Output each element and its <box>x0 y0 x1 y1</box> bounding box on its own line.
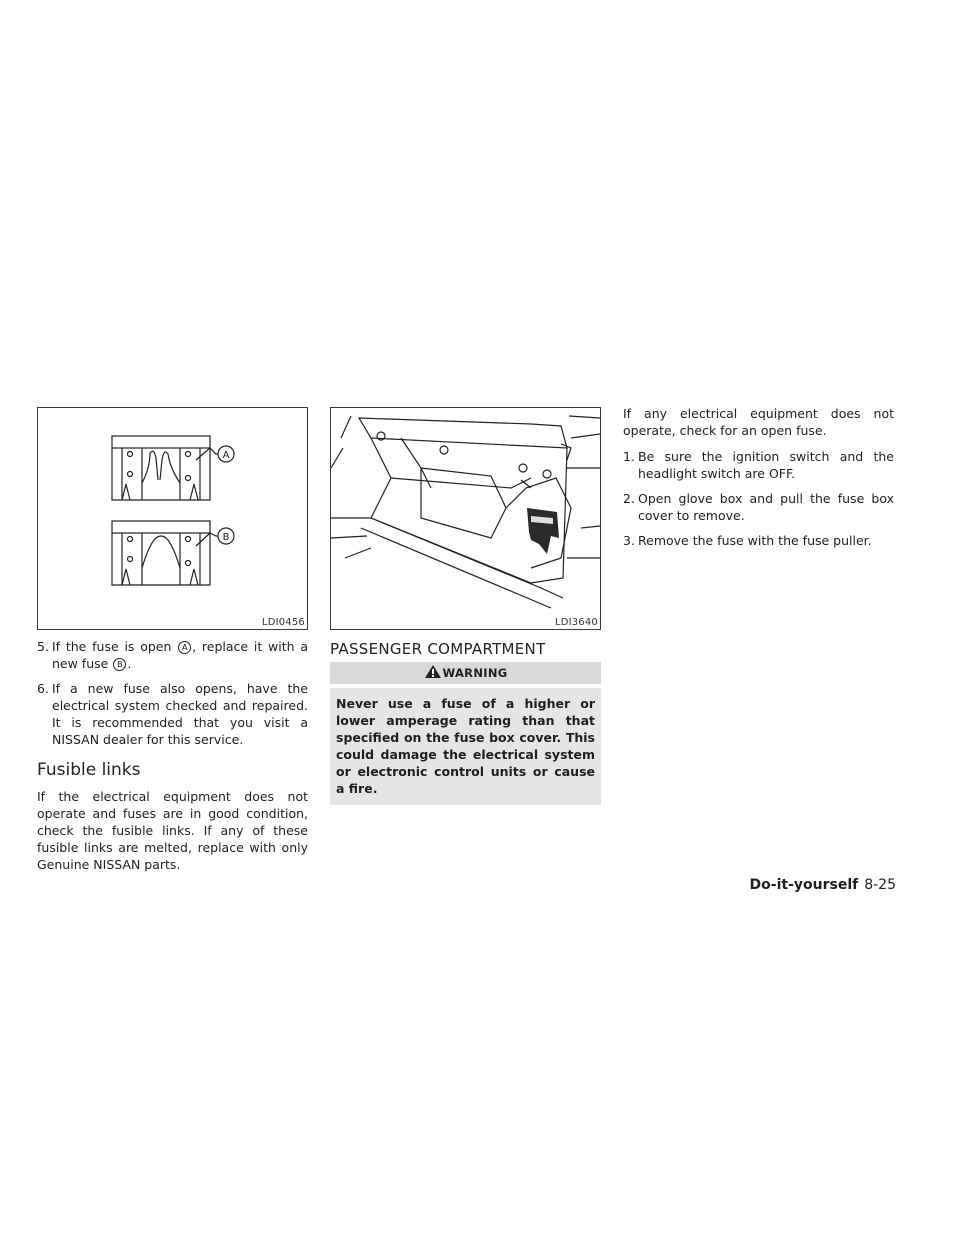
callout-b-label: B <box>222 532 230 543</box>
right-intro: If any electrical equipment does not operate, check for an open fuse. <box>623 406 894 438</box>
step-3: 3. Remove the fuse with the fuse puller. <box>623 533 872 548</box>
fusible-links-heading: Fusible links <box>37 760 141 780</box>
warning-text: Never use a fuse of a higher or lower amperage rating than that specified on the fuse box cover. This could damage the electrical system or electronic control units or cause a fire. <box>330 688 601 805</box>
step-6: 6. If a new fuse also opens, have the electrical system checked and repaired. It is recommended that you visit a NISSAN dealer for this service. <box>37 681 308 747</box>
figure-fuse-open-new <box>37 407 308 630</box>
warning-header <box>330 662 601 684</box>
step-2: 2. Open glove box and pull the fuse box cover to remove. <box>623 491 894 523</box>
left-column <box>37 638 308 882</box>
step-1: 1. Be sure the ignition switch and the headlight switch are OFF. <box>623 449 894 481</box>
warning-label: WARNING <box>442 666 508 680</box>
callout-a-label: A <box>222 450 230 461</box>
figure-glove-box <box>330 407 601 630</box>
marker-b: B <box>113 658 126 671</box>
right-column <box>623 405 894 557</box>
marker-a: A <box>178 641 191 654</box>
footer-section: Do-it-yourself <box>749 877 859 893</box>
middle-column <box>330 630 601 805</box>
section-heading: PASSENGER COMPARTMENT <box>330 640 546 658</box>
page-footer <box>750 877 896 893</box>
figure-code: LDI0456 <box>261 617 305 628</box>
step-5: 5. If the fuse is open A , replace it with a new fuse B . <box>37 639 308 671</box>
figure-code: LDI3640 <box>554 617 598 628</box>
fusible-links-text: If the electrical equipment does not operate and fuses are in good condition, check the fusible links. If any of these fusible links are melted, replace with only Genuine NISSAN parts. <box>37 789 308 872</box>
page-number: 8-25 <box>864 877 896 893</box>
warning-icon <box>424 664 442 679</box>
glove-box-illustration <box>331 408 600 629</box>
fuse-illustration <box>38 408 307 629</box>
